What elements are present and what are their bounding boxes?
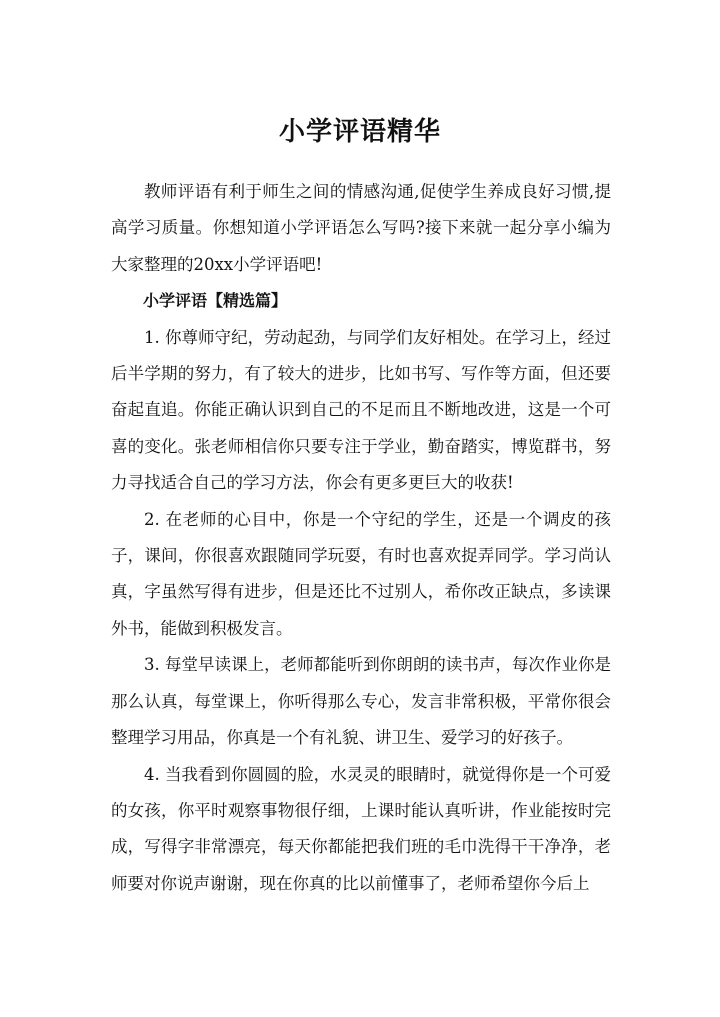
- comment-item-2: 2. 在老师的心目中，你是一个守纪的学生，还是一个调皮的孩子，课间，你很喜欢跟随同学玩耍，有时也喜欢捉弄同学。学习尚认真，字虽然写得有进步，但是还比不过别人，希你改正缺点，多读课外书，能做到积极发言。: [111, 509, 611, 638]
- document-title: 小学评语精华: [278, 117, 441, 147]
- comment-item-1: 1. 你尊师守纪，劳动起劲，与同学们友好相处。在学习上，经过后半学期的努力，有了较大的进步，比如书写、写作等方面，但还要奋起直追。你能正确认识到自己的不足而且不断地改进，这是一个可喜的变化。张老师相信你只要专注于学业，勤奋踏实，博览群书，努力寻找适合自己的学习方法，你会有更多更巨大的收获!: [111, 327, 611, 493]
- comment-item-3: 3. 每堂早读课上，老师都能听到你朗朗的读书声，每次作业你是那么认真，每堂课上，你听得那么专心，发言非常积极，平常你很会整理学习用品，你真是一个有礼貌、讲卫生、爱学习的好孩子。: [111, 655, 611, 748]
- comment-item-4: 4. 当我看到你圆圆的脸，水灵灵的眼睛时，就觉得你是一个可爱的女孩，你平时观察事物很仔细，上课时能认真听讲，作业能按时完成，写得字非常漂亮，每天你都能把我们班的毛巾洗得干干净净，老师要对你说声谢谢，现在你真的比以前懂事了，老师希望你今后上: [111, 764, 611, 893]
- document-body: [111, 174, 611, 902]
- intro-paragraph: 教师评语有利于师生之间的情感沟通,促使学生养成良好习惯,提高学习质量。你想知道小学评语怎么写吗?接下来就一起分享小编为大家整理的20xx小学评语吧!: [111, 182, 611, 274]
- section-heading: 小学评语【精选篇】: [143, 291, 288, 311]
